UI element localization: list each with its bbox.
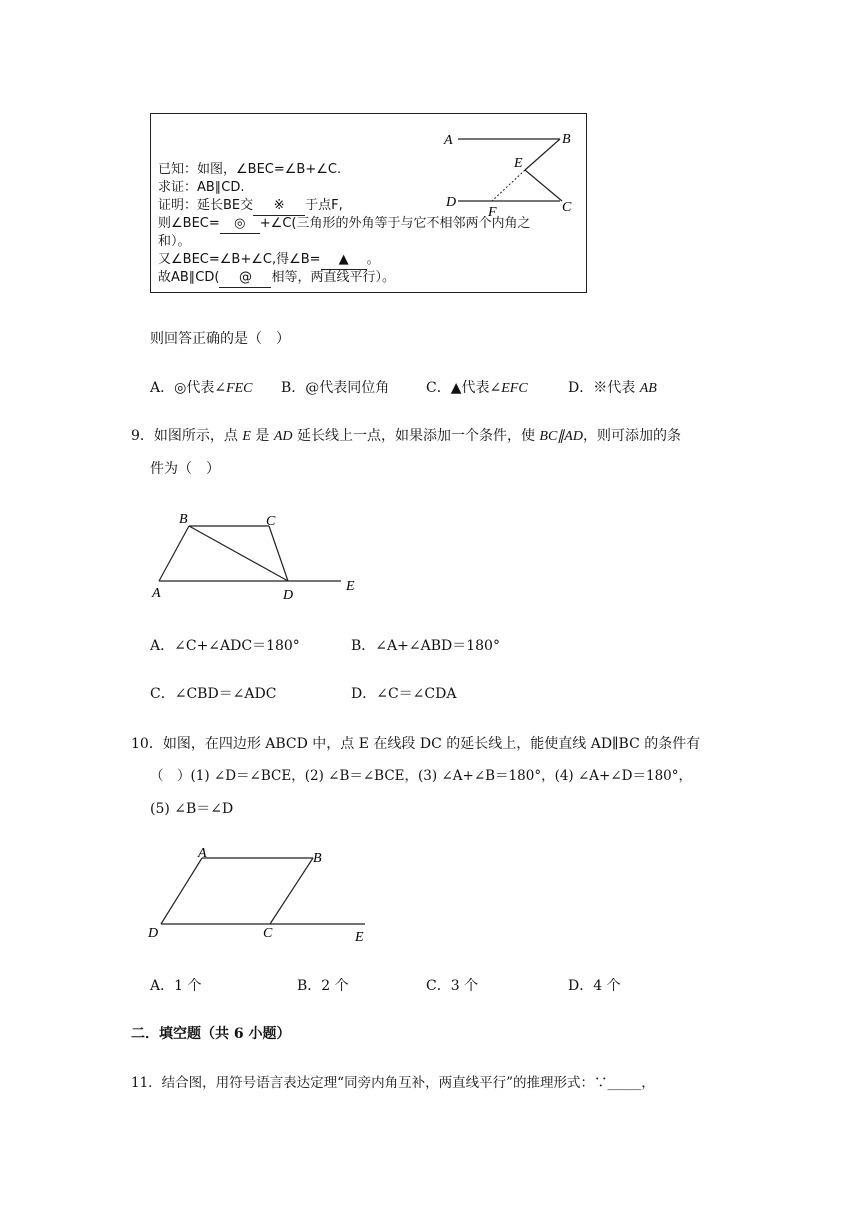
option-text-italic: EFC (501, 381, 528, 396)
q9-option-d[interactable] (351, 683, 456, 703)
segment-bc (270, 858, 313, 924)
proof-step-2-tail: +∠C(三角形的外角等于与它不相邻两个内角之 (259, 216, 531, 231)
option-label: C． (426, 978, 451, 994)
dashed-ef (492, 170, 525, 201)
proof-step-3-tail: 。 (366, 252, 380, 267)
q8-prompt: 则回答正确的是（ ） (150, 331, 290, 347)
label-f: F (488, 205, 497, 220)
option-text: 2 个 (321, 978, 349, 994)
label-b: B (313, 851, 322, 866)
q10-stem-line1: 10．如图，在四边形 ABCD 中，点 E 在线段 DC 的延长线上，能使直线 AD∥BC 的条件有 (131, 736, 701, 752)
q10-option-c[interactable] (426, 975, 478, 995)
q8-option-c[interactable] (426, 377, 528, 397)
option-text: ▲代表∠ (450, 380, 502, 396)
option-label: A． (150, 638, 175, 654)
option-text: ∠A+∠ABD＝180° (375, 638, 500, 654)
option-text-italic: AB (639, 381, 657, 396)
proof-given: 已知：如图，∠BEC=∠B+∠C. (158, 162, 342, 177)
option-text: ∠C+∠ADC＝180° (174, 638, 300, 654)
option-text: 1 个 (174, 978, 202, 994)
label-d: D (446, 195, 457, 210)
q8-option-d[interactable] (568, 377, 657, 397)
q9-figure (145, 505, 370, 605)
blank-at: @ (219, 269, 271, 288)
q9-text: 延长线上一点，如果添加一个条件，使 (292, 428, 540, 444)
q9-option-a[interactable] (150, 635, 300, 655)
q8-option-b[interactable] (281, 377, 389, 397)
q8-option-a[interactable] (150, 377, 253, 397)
q9-option-c[interactable] (150, 683, 276, 703)
q10-option-a[interactable] (150, 975, 201, 995)
option-text: ∠C＝∠CDA (376, 686, 457, 702)
proof-to-prove: 求证：AB∥CD. (158, 180, 245, 195)
label-c: C (562, 200, 572, 215)
label-d: D (283, 588, 294, 603)
label-a: A (198, 846, 207, 861)
q8-figure (430, 120, 580, 220)
option-text: 4 个 (593, 978, 621, 994)
q9-point-e: E (242, 429, 251, 444)
label-b: B (562, 132, 571, 147)
q9-segment-ad: AD (273, 429, 293, 444)
segment-da (161, 858, 202, 924)
label-e: E (355, 930, 364, 945)
label-b: B (179, 512, 188, 527)
option-text: 3 个 (450, 978, 479, 994)
proof-conclusion-text: 故AB∥CD( (158, 270, 220, 285)
blank-star: ※ (253, 197, 305, 216)
segment-bd (189, 526, 288, 581)
option-label: B． (281, 380, 306, 396)
segment-be (525, 139, 560, 170)
option-label: B． (351, 638, 376, 654)
label-c: C (266, 514, 276, 529)
proof-step-1-tail: 于点F, (305, 198, 343, 213)
option-label: A． (150, 978, 175, 994)
option-label: A． (150, 380, 175, 396)
proof-step-3-text: 又∠BEC=∠B+∠C,得∠B= (158, 252, 321, 267)
segment-ec (525, 170, 562, 201)
label-d: D (148, 926, 159, 941)
option-label: D． (568, 380, 594, 396)
proof-conclusion-tail: 相等，两直线平行）。 (271, 270, 395, 285)
option-text: @代表同位角 (305, 380, 390, 396)
label-a: A (444, 133, 453, 148)
proof-step-2-cont: 和）。 (158, 234, 191, 249)
q10-option-d[interactable] (568, 975, 621, 995)
label-a: A (152, 586, 161, 601)
label-e: E (514, 156, 523, 171)
q9-condition: BC∥AD (539, 429, 583, 444)
q10-stem-line3: (5) ∠B＝∠D (150, 801, 234, 817)
option-label: D． (351, 686, 377, 702)
q9-stem-line1 (131, 426, 681, 447)
label-c: C (263, 926, 273, 941)
segment-ab (159, 526, 189, 581)
option-text: ∠CBD＝∠ADC (174, 686, 277, 702)
proof-step-2-text: 则∠BEC= (158, 216, 220, 231)
q10-figure (145, 840, 375, 950)
blank-triangle: ▲ (321, 251, 367, 270)
q9-text: 9．如图所示，点 (131, 428, 243, 444)
q9-option-b[interactable] (351, 635, 500, 655)
label-e: E (346, 579, 355, 594)
q9-stem-line2: 件为（ ） (150, 461, 220, 477)
option-text: ※代表 (593, 380, 640, 396)
q10-option-b[interactable] (297, 975, 349, 995)
proof-conclusion (158, 269, 395, 288)
blank-circle: ◎ (220, 215, 260, 234)
q9-text: 是 (250, 428, 274, 444)
proof-step-1-text: 证明：延长BE交 (158, 198, 254, 213)
option-label: B． (297, 978, 322, 994)
option-label: D． (568, 978, 594, 994)
option-label: C． (150, 686, 175, 702)
proof-step-3 (158, 251, 380, 270)
q11-stem-line1: 11．结合图，用符号语言表达定理“同旁内角互补，两直线平行”的推理形式：∵_____， (131, 1075, 655, 1091)
option-text-italic: FEC (226, 381, 253, 396)
proof-step-1 (158, 197, 343, 216)
segment-cd (269, 526, 288, 581)
section-title: 二．填空题（共 6 小题） (131, 1026, 291, 1042)
q10-stem-line2: （ ）(1) ∠D＝∠BCE，(2) ∠B＝∠BCE，(3) ∠A+∠B＝180°，(4) ∠A+∠D＝180°， (150, 768, 693, 784)
option-text: ◎代表∠ (174, 380, 227, 396)
option-label: C． (426, 380, 451, 396)
q9-text: ，则可添加的条 (582, 428, 681, 444)
